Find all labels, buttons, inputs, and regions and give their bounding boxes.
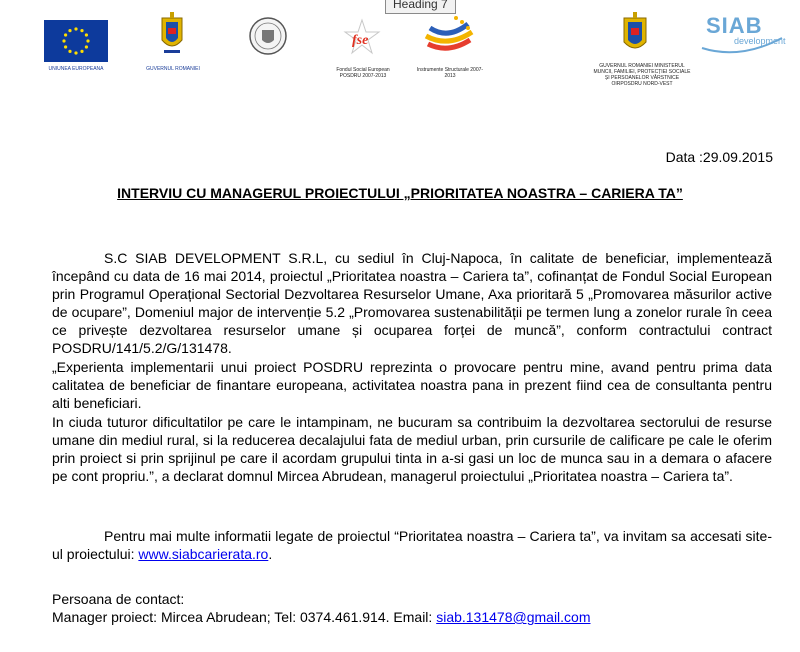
paragraph-more-info: [52, 527, 772, 563]
contact-details: Manager proiect: Mircea Abrudean; Tel: 0374.461.914. Email:: [52, 609, 437, 625]
eu-flag-logo: [44, 20, 108, 62]
coat-of-arms-icon: [158, 10, 186, 58]
contact-email-link[interactable]: siab.131478@gmail.com: [436, 609, 591, 625]
more-info-text: Pentru mai multe informatii legate de proiectul “Prioritatea noastra – Cariera ta”, va invitam sa accesati site-ul proiectului:: [52, 528, 772, 562]
eu-stars-icon: [44, 20, 108, 62]
is-logo-caption: Instrumente Structurale 2007-2013: [416, 67, 484, 79]
heading-style-tooltip: Heading 7: [385, 0, 456, 14]
siab-logo-sub: development: [734, 36, 786, 46]
fse-mark-icon: [342, 18, 382, 60]
seal-icon: [248, 12, 288, 60]
structural-instruments-icon: [418, 14, 480, 62]
project-website-link[interactable]: www.siabcarierata.ro: [138, 546, 269, 562]
romanian-government-coat-of-arms: [158, 10, 186, 58]
romanian-seal-logo: [248, 12, 288, 60]
eu-logo-caption: UNIUNEA EUROPEANA: [48, 66, 104, 72]
ministry-coat-of-arms: [620, 10, 650, 60]
fse-logo: [342, 18, 382, 60]
fse-mark-text: fse: [352, 33, 369, 48]
ministry-caption: GUVERNUL ROMANIEI MINISTERUL MUNCII, FAMILIEI, PROTECȚIEI SOCIALE ȘI PERSOANELOR VÂRSTNICE OIRPOSDRU NORD-VEST: [593, 63, 691, 87]
coat-of-arms-icon: [620, 10, 650, 60]
paragraph-quote-1: „Experienta implementarii unui proiect POSDRU reprezinta o provocare pentru mine, avand pentru prima data calitatea de beneficiar de finantare europeana, activitatea noastra pana in prezent fiind cea de consultanta pentru alti beneficiari.: [52, 359, 772, 411]
contact-line: [52, 608, 772, 626]
paragraph-intro: S.C SIAB DEVELOPMENT S.R.L, cu sediul în Cluj-Napoca, în calitate de beneficiar, implementează începând cu data de 16 mai 2014, proiectul „Prioritatea noastra – Cariera ta”, cofinanțat de Fondul Social European prin Programul Operațional Sectorial Dezvoltarea Resurselor Umane, Axa prioritară 5 „Promovarea măsurilor active de ocupare”, Domeniul major de intervenție 5.2 „Promovarea sustenabilității pe termen lung a zonelor rurale în ceea ce privește dezvoltarea resurselor umane și ocuparea forței de muncă”, conform contractului contract POSDRU/141/5.2/G/131478.: [52, 250, 772, 356]
structural-instruments-logo: [418, 14, 480, 62]
contact-label: Persoana de contact:: [52, 591, 185, 607]
fse-logo-caption: Fondul Social European POSDRU 2007-2013: [336, 67, 390, 79]
siab-logo-name: SIAB: [706, 13, 763, 38]
more-info-end: .: [268, 546, 273, 562]
document-date: Data :29.09.2015: [665, 149, 773, 165]
siab-development-logo: [700, 8, 786, 56]
gov-logo-caption: GUVERNUL ROMANIEI: [146, 66, 200, 72]
paragraph-quote-2: In ciuda tuturor dificultatilor pe care le intampinam, ne bucuram sa contribuim la dezvoltarea sectorului de resurse umane din mediul rural, si la reducerea decalajului fata de mediul urban, prin cursurile de calificare pe cale le oferim prin proiect si prin sprijinul pe care il acordam grupului tinta in a-si gasi un loc de munca sau in a demara o afacere pe cont propriu.”, a declarat domnul Mircea Abrudean, managerul proiectului „Prioritatea noastra – Cariera ta”.: [52, 414, 772, 484]
document-heading: INTERVIU CU MANAGERUL PROIECTULUI „PRIORITATEA NOASTRA – CARIERA TA”: [117, 185, 683, 201]
